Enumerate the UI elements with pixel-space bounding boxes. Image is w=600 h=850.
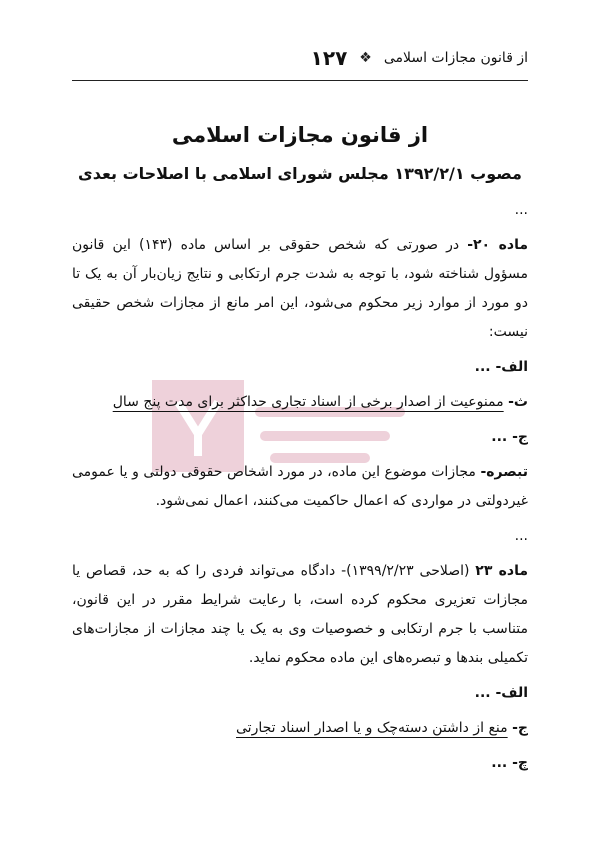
article-23-label: ماده ۲۳ — [475, 563, 529, 579]
page-title: از قانون مجازات اسلامی — [171, 123, 429, 147]
running-title: از قانون مجازات اسلامی — [383, 50, 528, 66]
item-the-text: ممنوعیت از اصدار برخی از اسناد تجاری حداکثر برای مدت پنج سال — [112, 394, 504, 410]
item-the-label: ث- — [508, 394, 528, 410]
item-jim-text: ج- ... — [491, 429, 528, 445]
note-text: مجازات موضوع این ماده، در مورد اشخاص حقوقی دولتی و یا عمومی غیردولتی در مواردی که اعمال حاکمیت می‌کنند، اعمال نمی‌شود. — [72, 464, 528, 509]
article-20-item-jim — [72, 423, 528, 452]
article-20 — [72, 231, 528, 347]
item-jim-label: ج- — [512, 720, 528, 736]
item-che-text: چ- ... — [491, 755, 528, 771]
ellipsis-2: ... — [514, 528, 528, 544]
note-label: تبصره- — [480, 464, 528, 480]
flower-ornament-icon: ❖ — [359, 50, 372, 66]
item-alef-text: الف- ... — [474, 359, 528, 375]
article-23-item-che — [72, 749, 528, 778]
article-23-item-alef — [72, 679, 528, 708]
item-alef-text-2: الف- ... — [474, 685, 528, 701]
article-20-item-alef — [72, 353, 528, 382]
article-20-note — [72, 458, 528, 516]
article-20-label: ماده ۲۰- — [467, 237, 529, 253]
page-number: ۱۲۷ — [310, 46, 348, 70]
article-23-item-jim — [72, 714, 528, 743]
page-subtitle: مصوب ۱۳۹۲/۲/۱ مجلس شورای اسلامی با اصلاحات بعدی — [78, 164, 522, 183]
article-20-item-the — [72, 388, 528, 417]
ellipsis: ... — [514, 202, 528, 218]
item-jim-text: منع از داشتن دسته‌چک و یا اصدار اسناد تجارتی — [236, 720, 508, 736]
article-23-text: (اصلاحی ۱۳۹۹/۲/۲۳)- دادگاه می‌تواند فردی را که به حد، قصاص یا مجازات تعزیری محکوم کرده است، با رعایت شرایط مقرر در این قانون، متناسب با جرم ارتکابی و خصوصیات وی به یک یا چند مجازات از مجازات‌های تکمیلی بندها و تبصره‌های این ماده محکوم نماید. — [72, 563, 528, 666]
article-23 — [72, 557, 528, 673]
running-header — [72, 36, 528, 81]
main-content — [72, 118, 528, 784]
article-20-text: در صورتی که شخص حقوقی بر اساس ماده (۱۴۳) این قانون مسؤول شناخته شود، با توجه به شدت جرم ارتکابی و نتایج زیان‌بار آن به یک تا دو مورد از موارد زیر محکوم می‌شود، این امر مانع از مجازات شخص حقیقی نیست: — [72, 237, 528, 340]
